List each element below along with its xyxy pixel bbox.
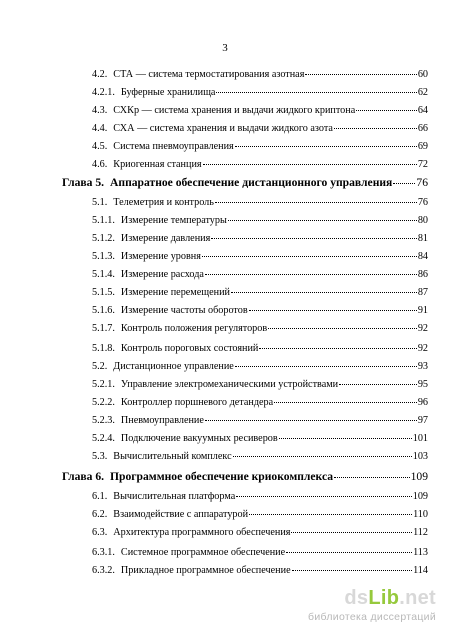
toc-entry — [92, 304, 428, 317]
toc-entry-number: 5.1.5. — [92, 287, 115, 298]
toc-leader-dots — [216, 92, 416, 93]
toc-entry — [92, 360, 428, 373]
toc-entry-page: 114 — [413, 565, 428, 576]
toc-entry-number: 5.1.6. — [92, 305, 115, 316]
toc-entry — [92, 564, 428, 577]
toc-entry-title: Вычислительный комплекс — [113, 451, 232, 462]
toc-entry-number: 5.3. — [92, 451, 108, 462]
toc-entry — [92, 490, 428, 503]
toc-entry-number: 5.1.4. — [92, 269, 115, 280]
toc-entry-number: 5.2.4. — [92, 433, 115, 444]
toc-entry-number: 4.3. — [92, 105, 108, 116]
toc-entry-page: 110 — [413, 509, 428, 520]
toc-entry-title: Пневмоуправление — [120, 415, 204, 426]
toc-entry — [92, 232, 428, 245]
toc-entry — [92, 378, 428, 391]
toc-entry-page: 81 — [417, 233, 428, 244]
toc-leader-dots — [249, 514, 412, 515]
toc-entry-title: Криогенная станция — [113, 159, 202, 170]
toc-entry-page: 109 — [410, 470, 428, 483]
toc-leader-dots — [203, 164, 417, 165]
toc-entry-title: Телеметрия и контроль — [113, 197, 214, 208]
toc-entry-title: Управление электромеханическими устройствами — [120, 379, 339, 390]
toc-entry-page: 66 — [417, 123, 428, 134]
toc-leader-dots — [259, 348, 416, 349]
toc-entry-number: Глава 5. — [62, 176, 105, 189]
dslib-watermark — [308, 588, 436, 623]
toc-entry — [92, 196, 428, 209]
toc-entry — [92, 342, 428, 355]
toc-entry-title: Контроллер поршневого детандера — [120, 397, 274, 408]
toc-leader-dots — [356, 110, 417, 111]
toc-entry-number: 4.2. — [92, 69, 108, 80]
toc-entry-number: 6.3.1. — [92, 547, 115, 558]
toc-entry-number: 5.1.8. — [92, 343, 115, 354]
toc-entry — [92, 526, 428, 539]
toc-leader-dots — [339, 384, 417, 385]
toc-entry-title: Архитектура программного обеспечения — [113, 527, 291, 538]
toc-entry — [92, 214, 428, 227]
toc-leader-dots — [235, 146, 417, 147]
toc-entry-number: 5.1.7. — [92, 323, 115, 334]
toc-chapter — [62, 176, 428, 189]
toc-leader-dots — [291, 532, 412, 533]
toc-entry — [92, 508, 428, 521]
watermark-caption: библиотека диссертаций — [308, 611, 436, 623]
toc-entry-title: Контроль положения регуляторов — [120, 323, 268, 334]
toc-entry-number: 4.4. — [92, 123, 108, 134]
toc-entry-title: Вычислительная платформа — [113, 491, 236, 502]
toc-entry-title: Измерение уровня — [120, 251, 201, 262]
toc-entry-page: 84 — [417, 251, 428, 262]
toc-entry-title: Измерение расхода — [120, 269, 204, 280]
toc-entry-page: 112 — [413, 527, 428, 538]
toc-entry — [92, 68, 428, 81]
toc-leader-dots — [274, 402, 417, 403]
toc-entry-page: 62 — [417, 87, 428, 98]
toc-entry-title: Система пневмоуправления — [113, 141, 234, 152]
toc-entry-page: 64 — [417, 105, 428, 116]
toc-entry-page: 96 — [417, 397, 428, 408]
toc-entry — [92, 104, 428, 117]
toc-entry — [92, 286, 428, 299]
toc-entry — [92, 86, 428, 99]
toc-entry-title: Измерение давления — [120, 233, 211, 244]
toc-chapter — [62, 470, 428, 483]
toc-entry — [92, 396, 428, 409]
toc-entry-number: Глава 6. — [62, 470, 105, 483]
toc-entry-title: Подключение вакуумных ресиверов — [120, 433, 278, 444]
toc-entry-page: 95 — [417, 379, 428, 390]
toc-entry-page: 72 — [417, 159, 428, 170]
toc-entry-number: 4.2.1. — [92, 87, 115, 98]
toc-entry-number: 5.2.3. — [92, 415, 115, 426]
toc-entry-number: 5.2. — [92, 361, 108, 372]
toc-leader-dots — [202, 256, 417, 257]
toc-entry-number: 6.2. — [92, 509, 108, 520]
toc-entry-page: 91 — [417, 305, 428, 316]
toc-entry-page: 86 — [417, 269, 428, 280]
toc-entry — [92, 158, 428, 171]
toc-entry-page: 103 — [412, 451, 428, 462]
toc-entry-page: 101 — [412, 433, 428, 444]
toc-entry-title: Программное обеспечение криокомплекса — [110, 470, 334, 483]
toc-leader-dots — [268, 328, 417, 329]
toc-leader-dots — [286, 552, 412, 553]
toc-entry-title: СТА — система термостатирования азотная — [113, 69, 305, 80]
toc-entry-number: 5.2.2. — [92, 397, 115, 408]
toc-leader-dots — [205, 274, 417, 275]
toc-leader-dots — [228, 220, 417, 221]
toc-leader-dots — [279, 438, 412, 439]
toc-entry — [92, 122, 428, 135]
toc-entry-number: 6.3.2. — [92, 565, 115, 576]
toc-entry-number: 5.1. — [92, 197, 108, 208]
toc-entry-title: Измерение температуры — [120, 215, 227, 226]
toc-leader-dots — [211, 238, 417, 239]
toc-entry-title: Аппаратное обеспечение дистанционного управления — [110, 176, 393, 189]
toc-entry-page: 109 — [412, 491, 428, 502]
toc-entry-title: Измерение частоты оборотов — [120, 305, 248, 316]
toc-leader-dots — [393, 183, 415, 184]
toc-leader-dots — [231, 292, 417, 293]
toc-entry-page: 80 — [417, 215, 428, 226]
toc-leader-dots — [334, 477, 410, 478]
toc-entry-title: СХКр — система хранения и выдачи жидкого криптона — [113, 105, 356, 116]
toc-entry-page: 60 — [417, 69, 428, 80]
toc-entry-page: 69 — [417, 141, 428, 152]
toc-leader-dots — [334, 128, 417, 129]
toc-entry-page: 76 — [416, 176, 428, 189]
toc-entry-number: 5.2.1. — [92, 379, 115, 390]
toc-leader-dots — [205, 420, 417, 421]
toc-entry-number: 4.6. — [92, 159, 108, 170]
toc-leader-dots — [305, 74, 416, 75]
toc-leader-dots — [292, 570, 412, 571]
toc-entry-title: Буферные хранилища — [120, 87, 216, 98]
toc-entry-page: 97 — [417, 415, 428, 426]
toc-entry — [92, 268, 428, 281]
toc-leader-dots — [249, 310, 417, 311]
toc-leader-dots — [236, 496, 411, 497]
toc-entry-number: 6.3. — [92, 527, 108, 538]
toc-entry-page: 76 — [417, 197, 428, 208]
toc-entry — [92, 450, 428, 463]
toc-entry-title: Системное программное обеспечение — [120, 547, 286, 558]
toc-entry-title: Измерение перемещений — [120, 287, 230, 298]
toc-entry-number: 5.1.2. — [92, 233, 115, 244]
toc-entry — [92, 414, 428, 427]
toc-entry-title: Дистанционное управление — [113, 361, 234, 372]
toc-entry — [92, 140, 428, 153]
toc-entry — [92, 250, 428, 263]
toc-entry-page: 87 — [417, 287, 428, 298]
dslib-logo: dsLib.net — [344, 587, 436, 609]
toc-entry-title: Контроль пороговых состояний — [120, 343, 259, 354]
toc-entry — [92, 322, 428, 335]
toc-entry-number: 5.1.3. — [92, 251, 115, 262]
toc-entry — [92, 546, 428, 559]
toc-entry-number: 4.5. — [92, 141, 108, 152]
toc-leader-dots — [215, 202, 417, 203]
page-number: 3 — [222, 42, 228, 54]
toc-leader-dots — [235, 366, 417, 367]
toc-entry-page: 92 — [417, 323, 428, 334]
toc-entry-page: 113 — [413, 547, 428, 558]
toc-entry-page: 93 — [417, 361, 428, 372]
toc-entry-title: СХА — система хранения и выдачи жидкого азота — [113, 123, 333, 134]
toc-leader-dots — [233, 456, 412, 457]
toc-entry-number: 5.1.1. — [92, 215, 115, 226]
toc-entry-page: 92 — [417, 343, 428, 354]
toc-entry-title: Прикладное программное обеспечение — [120, 565, 291, 576]
toc-entry — [92, 432, 428, 445]
toc-entry-title: Взаимодействие с аппаратурой — [113, 509, 249, 520]
toc-entry-number: 6.1. — [92, 491, 108, 502]
